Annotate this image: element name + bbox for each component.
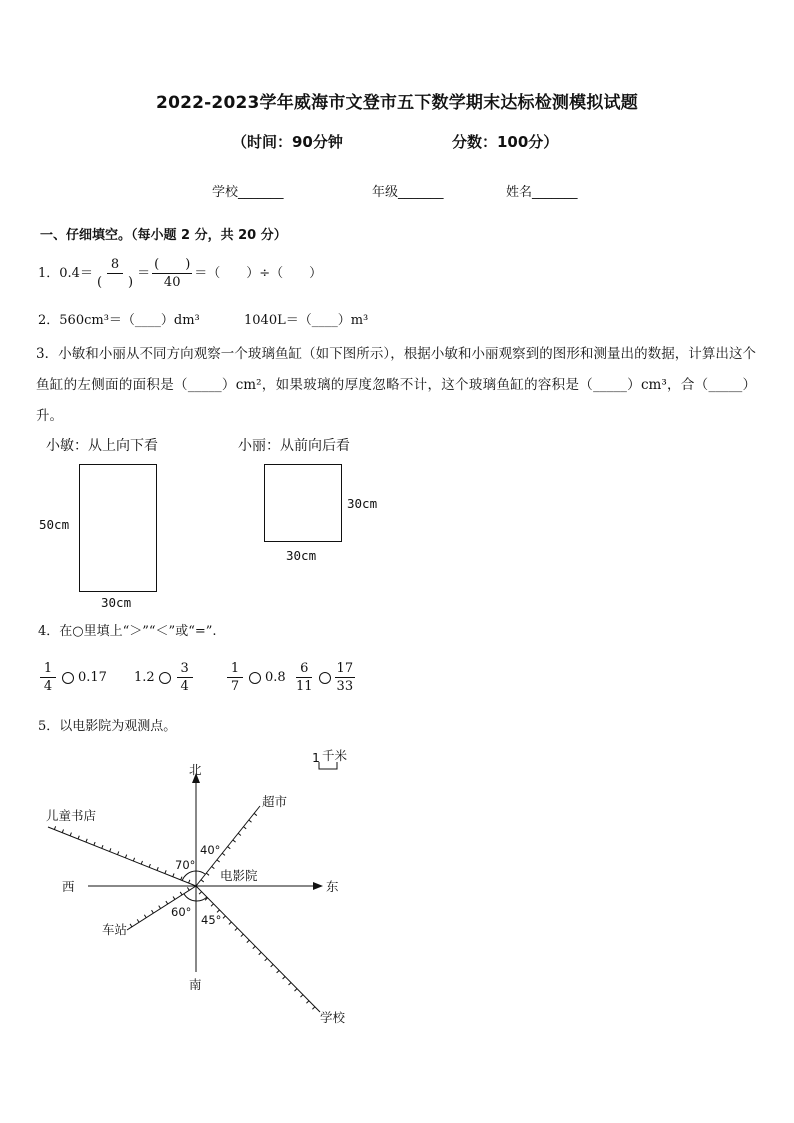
view2-height: 30cm	[347, 496, 378, 511]
tick-mark	[289, 983, 291, 985]
tick-mark	[173, 873, 174, 876]
compare-item-2	[134, 660, 195, 695]
tick-mark	[247, 940, 249, 942]
tick-mark	[165, 870, 166, 873]
east-arrow-icon	[313, 882, 323, 890]
angle-bookstore: 70°	[175, 858, 196, 872]
question-5: 5．以电影院为观测点。	[38, 719, 177, 734]
tick-mark	[180, 892, 182, 895]
bookstore-label: 儿童书店	[46, 808, 97, 823]
tick-mark	[253, 946, 255, 948]
tick-mark	[259, 952, 261, 954]
name-field: 姓名_______	[506, 185, 578, 200]
school-field: 学校_______	[212, 185, 284, 200]
view1-height: 50cm	[39, 517, 70, 532]
compare3-a-denominator: 7	[230, 679, 240, 694]
direction-map	[0, 740, 400, 1040]
compare-item-4	[292, 660, 357, 695]
tick-mark	[133, 858, 134, 861]
view2-width: 30cm	[286, 548, 317, 563]
page-title: 2022-2023学年威海市文登市五下数学期末达标检测模拟试题	[156, 93, 638, 113]
compare1-a-numerator: 1	[40, 660, 56, 678]
section-heading: 一、仔细填空。（每小题 2 分，共 20 分）	[40, 228, 287, 243]
tick-mark	[229, 922, 231, 924]
compare-circle[interactable]	[62, 672, 74, 684]
compare2-a: 1.2	[134, 670, 155, 685]
tick-mark	[125, 855, 126, 858]
q1-equals: ＝	[137, 266, 151, 281]
tick-mark	[277, 970, 279, 972]
q1-f2-denominator: 40	[163, 275, 181, 290]
scale-bar	[319, 762, 337, 769]
q2-part1: 2．560cm³＝（____）dm³	[38, 313, 200, 328]
tick-mark	[102, 845, 103, 848]
scale-value: 1	[312, 750, 320, 765]
arc-station	[184, 894, 196, 901]
compare1-b: 0.17	[78, 670, 107, 685]
question-1	[38, 256, 322, 291]
tick-mark	[283, 977, 285, 979]
tick-mark	[137, 919, 139, 922]
supermarket-label: 超市	[262, 794, 288, 809]
compare-item-1	[38, 660, 107, 695]
tick-mark	[166, 901, 168, 904]
tick-mark	[300, 995, 302, 997]
compare4-a-denominator: 11	[296, 679, 313, 694]
tick-mark	[110, 848, 111, 851]
west-label: 西	[62, 879, 75, 894]
question-3: 3．小敏和小丽从不同方向观察一个玻璃鱼缸（如下图所示），根据小敏和小丽观察到的图形和测量出的数据，计算出这个鱼缸的左侧面的面积是（_____）cm²，如果玻璃的厚度忽略不计，这个玻璃鱼缸的容积是（_____）cm³，合（_____）升。	[36, 346, 756, 424]
tick-mark	[118, 851, 119, 854]
grade-field: 年级_______	[372, 185, 444, 200]
compare4-a-numerator: 6	[296, 660, 312, 678]
compare4-b-numerator: 17	[336, 661, 354, 676]
arc-bookstore	[182, 871, 196, 881]
top-view-rectangle	[79, 464, 157, 592]
center-label: 电影院	[220, 868, 258, 883]
north-label: 北	[189, 762, 202, 777]
tick-mark	[238, 833, 241, 835]
tick-mark	[78, 836, 79, 839]
angle-station: 60°	[171, 905, 192, 919]
compare-circle[interactable]	[319, 672, 331, 684]
q1-f1-denominator: ( )	[96, 275, 134, 290]
tick-mark	[149, 864, 150, 867]
compare1-a-denominator: 4	[43, 679, 53, 694]
tick-mark	[295, 989, 297, 991]
angle-school: 45°	[201, 913, 222, 927]
view1-label: 小敏：从上向下看	[46, 438, 158, 454]
compare-circle[interactable]	[159, 672, 171, 684]
view2-label: 小丽：从前向后看	[238, 438, 350, 454]
tick-mark	[243, 827, 246, 829]
q2-part2: 1040L＝（____）m³	[244, 313, 369, 328]
tick-mark	[86, 839, 87, 842]
east-label: 东	[326, 879, 339, 894]
tick-mark	[62, 829, 63, 832]
q1-fraction-2	[152, 256, 192, 291]
compare3-b: 0.8	[265, 670, 286, 685]
tick-mark	[217, 860, 220, 862]
tick-mark	[222, 853, 225, 855]
view1-width: 30cm	[101, 595, 132, 610]
tick-mark	[228, 847, 231, 849]
tick-mark	[144, 915, 146, 918]
front-view-square	[264, 464, 342, 542]
question-4: 4．在○里填上“＞”“＜”或“=”.	[38, 624, 217, 639]
compare4-b-denominator: 33	[336, 679, 354, 694]
arc-supermarket	[196, 871, 205, 874]
tick-mark	[94, 842, 95, 845]
compare3-a-numerator: 1	[227, 660, 243, 678]
ray-school	[196, 886, 320, 1012]
tick-mark	[189, 880, 190, 883]
tick-mark	[199, 892, 201, 894]
q1-f1-numerator: 8	[107, 256, 123, 274]
tick-mark	[241, 934, 243, 936]
angle-supermarket: 40°	[200, 843, 221, 857]
tick-mark	[152, 910, 154, 913]
tick-mark	[265, 958, 267, 960]
tick-mark	[54, 826, 55, 829]
q1-f2-numerator: ( )	[154, 257, 191, 272]
q1-prefix: 1．0.4＝	[38, 266, 93, 281]
tick-mark	[271, 964, 273, 966]
tick-mark	[206, 873, 209, 875]
exam-score: 分数：100分）	[452, 133, 559, 151]
tick-mark	[159, 906, 161, 909]
tick-mark	[187, 887, 189, 890]
compare-item-3	[225, 660, 286, 695]
tick-mark	[233, 840, 236, 842]
tick-mark	[211, 904, 213, 906]
compare2-b-denominator: 4	[180, 679, 189, 694]
tick-mark	[312, 1007, 314, 1009]
tick-mark	[212, 866, 215, 868]
school-label: 学校	[320, 1010, 346, 1025]
compare2-b-numerator: 3	[177, 660, 193, 678]
tick-mark	[235, 928, 237, 930]
station-label: 车站	[102, 922, 128, 937]
compare-circle[interactable]	[249, 672, 261, 684]
tick-mark	[201, 880, 204, 882]
south-label: 南	[189, 977, 202, 992]
tick-mark	[70, 833, 71, 836]
exam-time: （时间：90分钟	[232, 133, 343, 151]
tick-mark	[141, 861, 142, 864]
tick-mark	[306, 1001, 308, 1003]
tick-mark	[223, 916, 225, 918]
tick-mark	[249, 820, 252, 822]
tick-mark	[181, 877, 182, 880]
tick-mark	[217, 910, 219, 912]
tick-mark	[173, 896, 175, 899]
tick-mark	[157, 867, 158, 870]
tick-mark	[254, 813, 257, 815]
q1-fraction-1	[95, 256, 135, 291]
tick-mark	[130, 924, 132, 927]
scale-unit: 千米	[322, 748, 348, 763]
q1-suffix: ＝（ ）÷（ ）	[194, 266, 323, 281]
